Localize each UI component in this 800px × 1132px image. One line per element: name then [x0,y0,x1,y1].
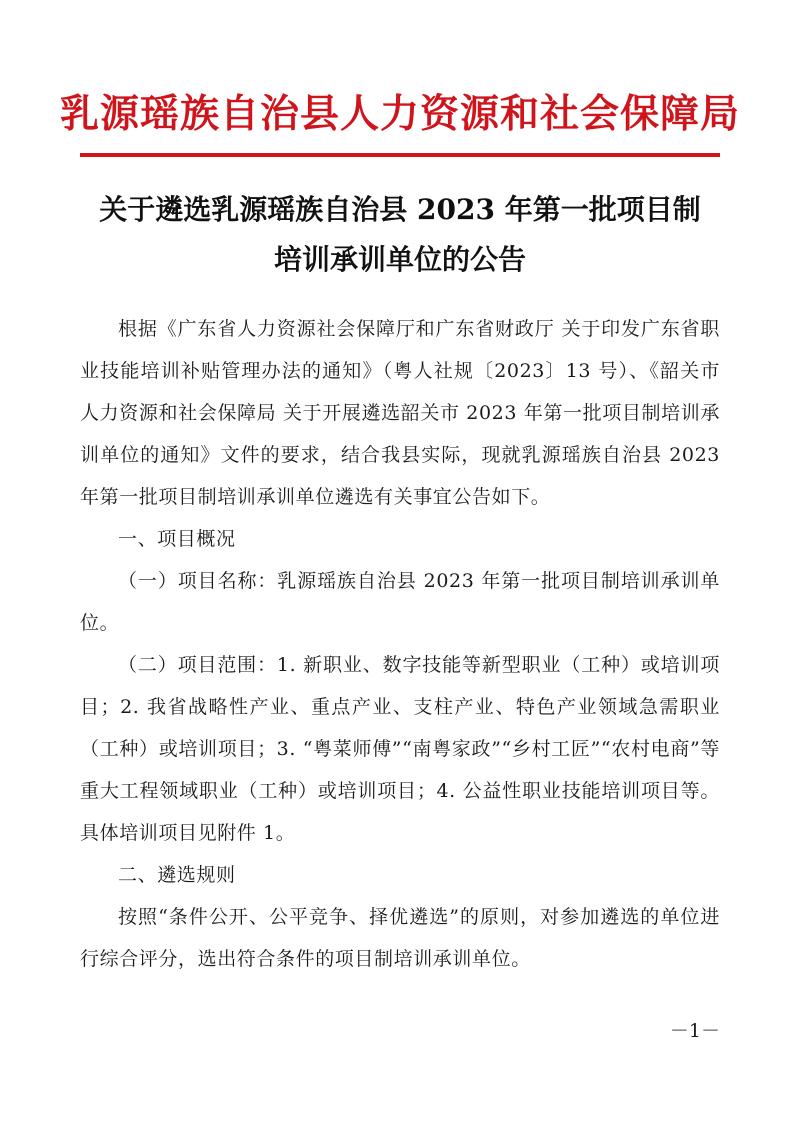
section-heading-overview: 一、项目概况 [118,528,236,550]
project-scope-paragraph: （二）项目范围：1. 新职业、数字技能等新型职业（工种）或培训项目；2. 我省战略性产业、重点产业、支柱产业、特色产业领域急需职业（工种）或培训项目；3. “粤菜师傅”“南粤家政”“乡村工匠”“农村电商”等重大工程领域职业（工种）或培训项目；4. 公益性职业技能培训项目等。具体培训项目见附件 1。 [80,654,720,844]
document-body [80,308,720,980]
document-title [60,185,740,285]
rules-paragraph: 按照“条件公开、公平竞争、择优遴选”的原则，对参加遴选的单位进行综合评分，选出符合条件的项目制培训承训单位。 [80,906,720,970]
intro-paragraph: 根据《广东省人力资源社会保障厅和广东省财政厅 关于印发广东省职业技能培训补贴管理办法的通知》（粤人社规〔2023〕13 号）、《韶关市人力资源和社会保障局 关于开展遴选韶关市 2023 年第一批项目制培训承训单位的通知》文件的要求，结合我县实际，现就乳源瑶族自治县 2023 年第一批项目制培训承训单位遴选有关事宜公告如下。 [80,318,720,508]
red-divider-line [80,153,720,157]
page-number: －1－ [669,1020,720,1042]
section-heading-rules: 二、遴选规则 [118,864,236,886]
project-name-paragraph: （一）项目名称：乳源瑶族自治县 2023 年第一批项目制培训承训单位。 [80,570,720,634]
title-line-1: 关于遴选乳源瑶族自治县 2023 年第一批项目制 [99,193,701,226]
issuer-masthead: 乳源瑶族自治县人力资源和社会保障局 [60,91,741,137]
title-line-2: 培训承训单位的公告 [273,243,526,276]
